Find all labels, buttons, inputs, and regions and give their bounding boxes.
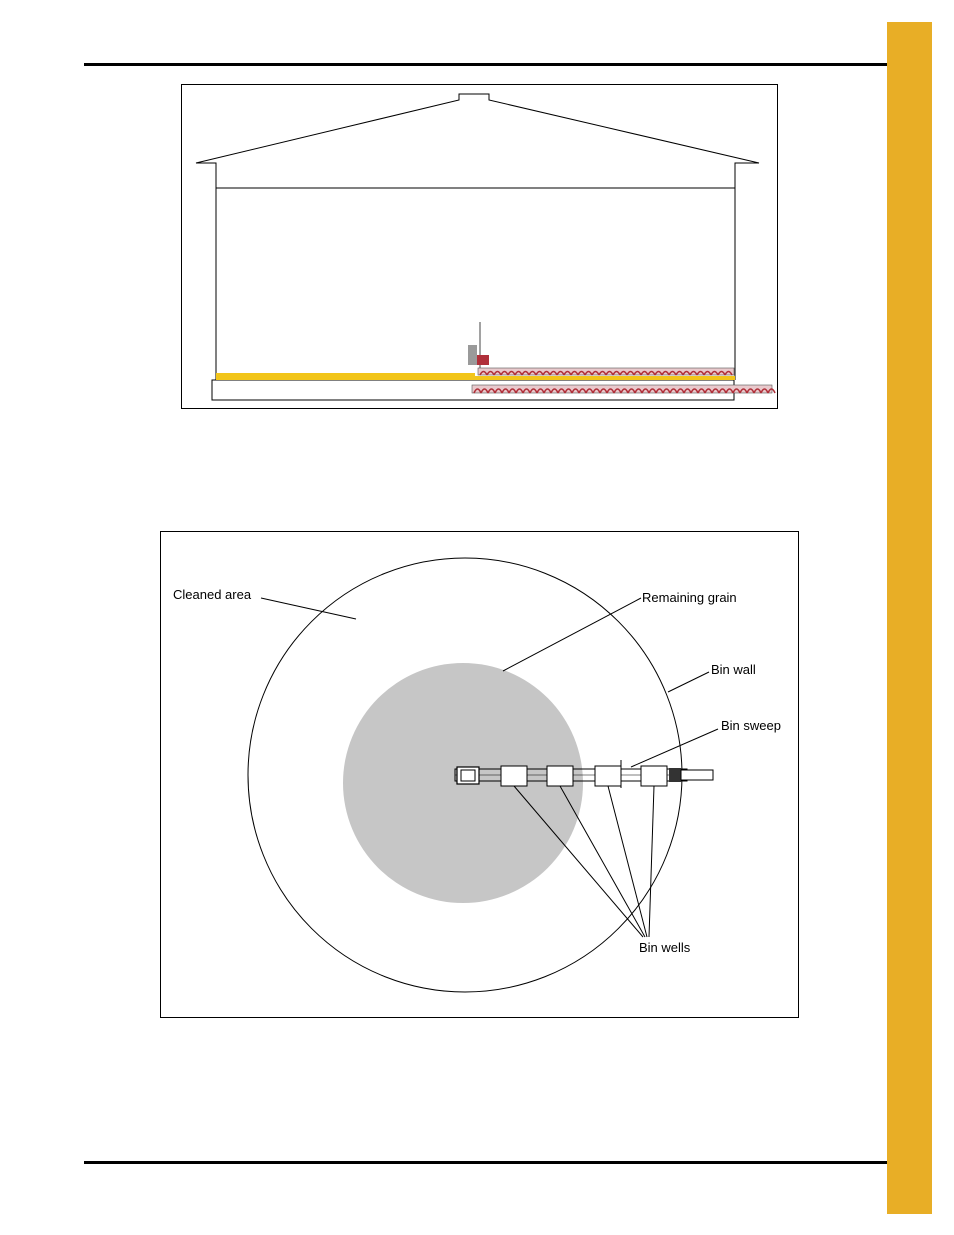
label-bin-sweep: Bin sweep: [721, 718, 781, 733]
grain-floor: [216, 373, 475, 380]
bin-sweep-upper: [478, 368, 734, 375]
label-cleaned-area: Cleaned area: [173, 587, 252, 602]
bin-cross-section-figure: [181, 84, 778, 409]
bin-sweep-lower: [472, 385, 775, 393]
leader-bin-wall: [668, 672, 709, 692]
leader-cleaned-area: [261, 598, 356, 619]
bin-cross-section-diagram: [182, 85, 779, 410]
bin-roof: [196, 94, 759, 245]
label-bin-wells: Bin wells: [639, 940, 691, 955]
footer-rule: [84, 1161, 926, 1164]
sweep-drive-head: [477, 355, 489, 365]
chapter-tab: [887, 22, 932, 1214]
leader-remaining-grain: [503, 598, 641, 671]
header-rule: [84, 63, 926, 66]
bin-plan-figure: [160, 531, 799, 1018]
bin-plan-diagram: [161, 532, 800, 1019]
label-bin-wall: Bin wall: [711, 662, 756, 677]
grain-floor-right: [475, 376, 735, 380]
label-remaining-grain: Remaining grain: [642, 590, 737, 605]
sweep-drive-unit: [468, 345, 477, 365]
leader-bin-sweep: [631, 729, 718, 767]
